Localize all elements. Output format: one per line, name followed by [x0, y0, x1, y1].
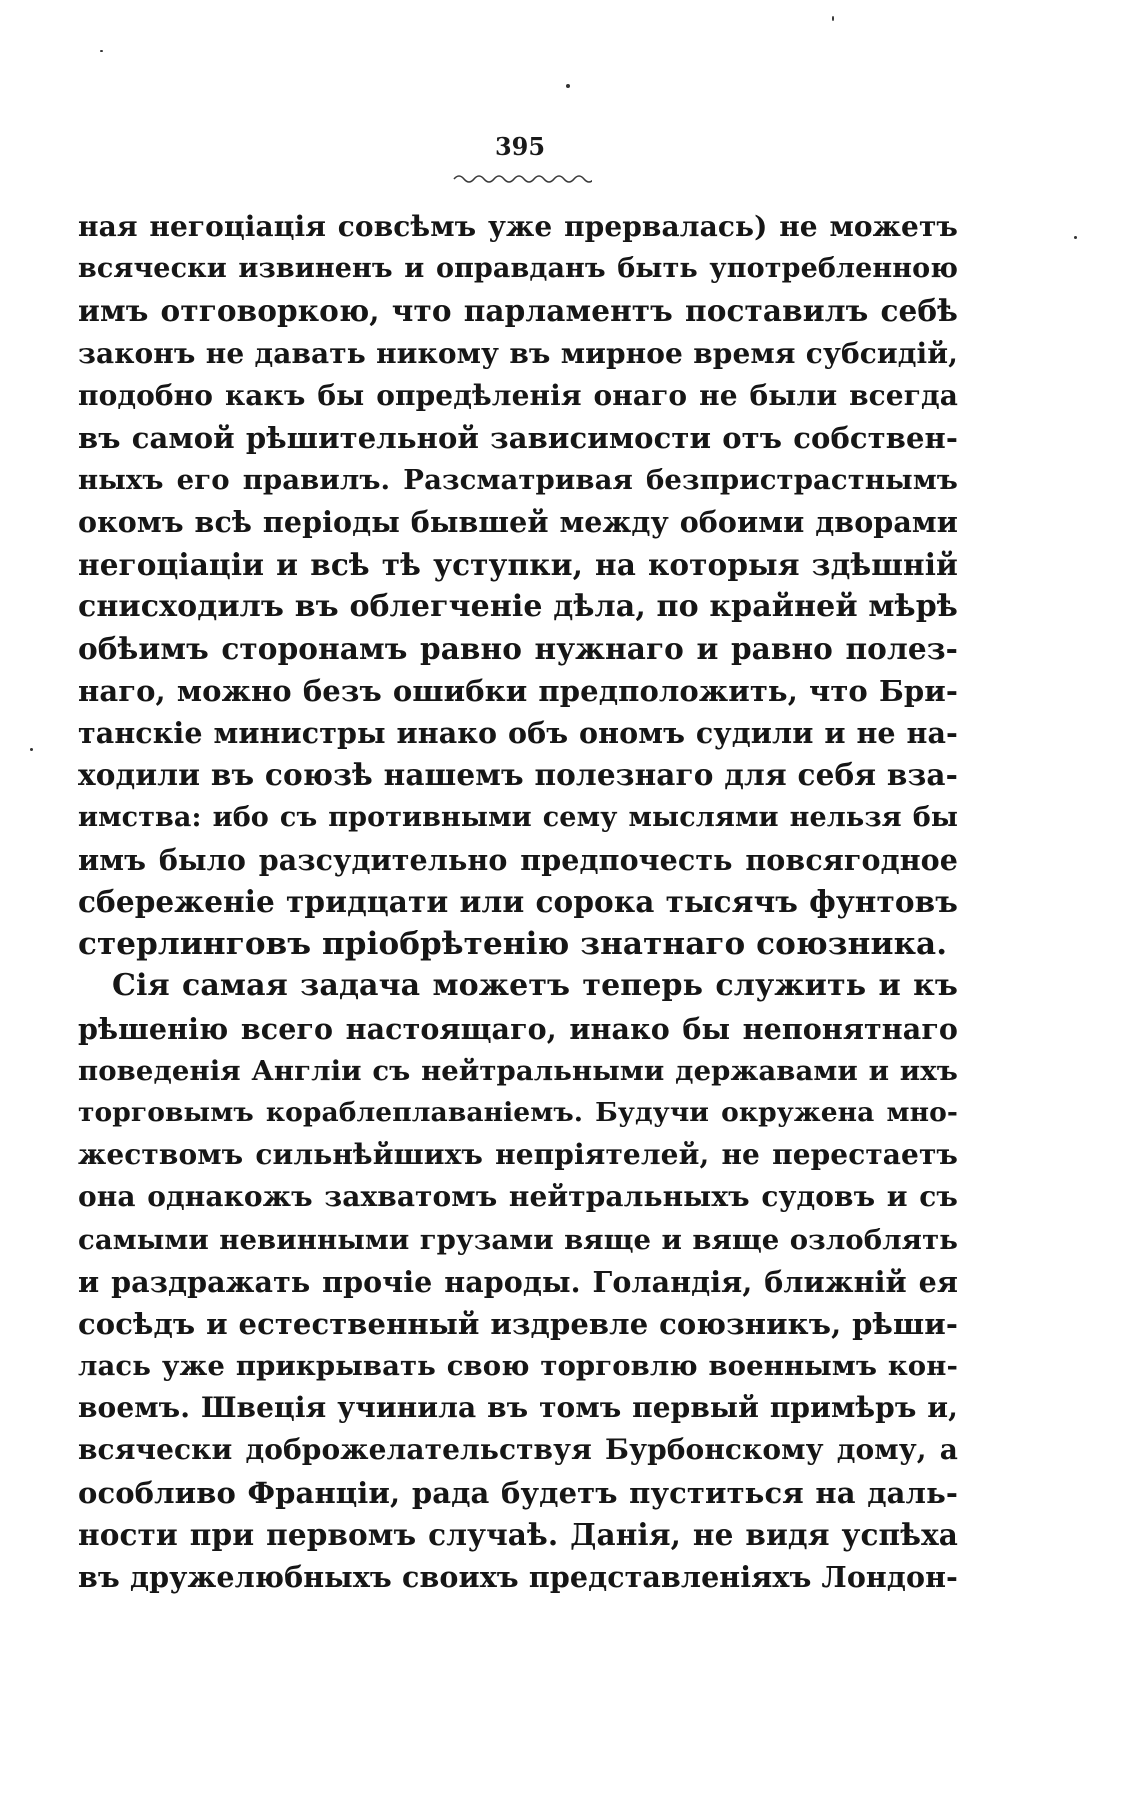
- text-line: торговымъ кораблеплаваніемъ. Будучи окружена мно-: [78, 1096, 958, 1128]
- text-line: рѣшенію всего настоящаго, инако бы непонятнаго: [78, 1011, 958, 1046]
- text-line: жествомъ сильнѣйшихъ непріятелей, не перестаетъ: [78, 1138, 958, 1172]
- text-line: въ дружелюбныхъ своихъ представленіяхъ Лондон-: [78, 1560, 958, 1594]
- text-line: ности при первомъ случаѣ. Данія, не видя успѣха: [78, 1516, 958, 1552]
- text-line: ходили въ союзѣ нашемъ полезнаго для себя вза-: [78, 757, 958, 793]
- text-line: ная негоціація совсѣмъ уже прервалась) не можетъ: [78, 210, 958, 243]
- paragraph-2: [78, 965, 958, 1598]
- text-line: всячески доброжелательствуя Бурбонскому дому, а: [78, 1433, 958, 1467]
- text-line: лась уже прикрывать свою торговлю военнымъ кон-: [78, 1350, 958, 1383]
- text-line: имъ отговоркою, что парламентъ поставилъ себѣ: [78, 293, 958, 329]
- text-line: въ самой рѣшительной зависимости отъ собствен-: [78, 420, 958, 455]
- scan-speck: [566, 84, 570, 88]
- text-line: подобно какъ бы опредѣленія онаго не были всегда: [78, 378, 958, 412]
- text-line: сбереженіе тридцати или сорока тысячъ фунтовъ: [78, 884, 958, 919]
- text-line: законъ не давать никому въ мирное время субсидій,: [78, 336, 958, 370]
- text-line: всячески извиненъ и оправданъ быть употребленною: [78, 253, 958, 285]
- text-line: ныхъ его правилъ. Разсматривая безпристрастнымъ: [78, 464, 958, 497]
- text-line: имъ было разсудительно предпочесть повсягодное: [78, 842, 958, 877]
- text-line: поведенія Англіи съ нейтральными державами и ихъ: [78, 1054, 958, 1087]
- text-line: она однакожъ захватомъ нейтральныхъ судовъ и съ: [78, 1180, 958, 1214]
- text-line: воемъ. Швеція учинила въ томъ первый примѣръ и,: [78, 1391, 958, 1425]
- text-line: негоціаціи и всѣ тѣ уступки, на которыя здѣшній: [78, 546, 958, 582]
- text-line: и раздражать прочіе народы. Голандія, ближній ея: [78, 1264, 958, 1299]
- text-line: сосѣдъ и естественный издревле союзникъ, рѣши-: [78, 1306, 958, 1341]
- text-line: Сія самая задача можетъ теперь служить и къ: [112, 968, 958, 1004]
- text-line: танскіе министры инако объ ономъ судили и не на-: [78, 716, 958, 751]
- scan-speck: [832, 16, 834, 21]
- text-line: обѣимъ сторонамъ равно нужнаго и равно полез-: [78, 630, 958, 666]
- text-line: имства: ибо съ противными сему мыслями нельзя бы: [78, 801, 958, 833]
- body-text: [78, 206, 958, 1598]
- scan-speck: [1074, 236, 1077, 239]
- text-line: особливо Франціи, рада будетъ пуститься на даль-: [78, 1475, 958, 1510]
- text-line: окомъ всѣ періоды бывшей между обоими дворами: [78, 505, 958, 540]
- scan-speck: [100, 50, 103, 52]
- text-line: наго, можно безъ ошибки предположить, что Бри-: [78, 674, 958, 709]
- text-line: самыми невинными грузами вяще и вяще озлоблять: [78, 1223, 958, 1256]
- text-line: снисходилъ въ облегченіе дѣла, по крайней мѣрѣ: [78, 588, 958, 624]
- text-line: стерлинговъ пріобрѣтенію знатнаго союзника.: [78, 926, 948, 963]
- page-number: 395: [494, 132, 546, 161]
- scan-speck: [30, 748, 33, 751]
- ornament-rule: [452, 172, 592, 186]
- paragraph-1: [78, 206, 958, 965]
